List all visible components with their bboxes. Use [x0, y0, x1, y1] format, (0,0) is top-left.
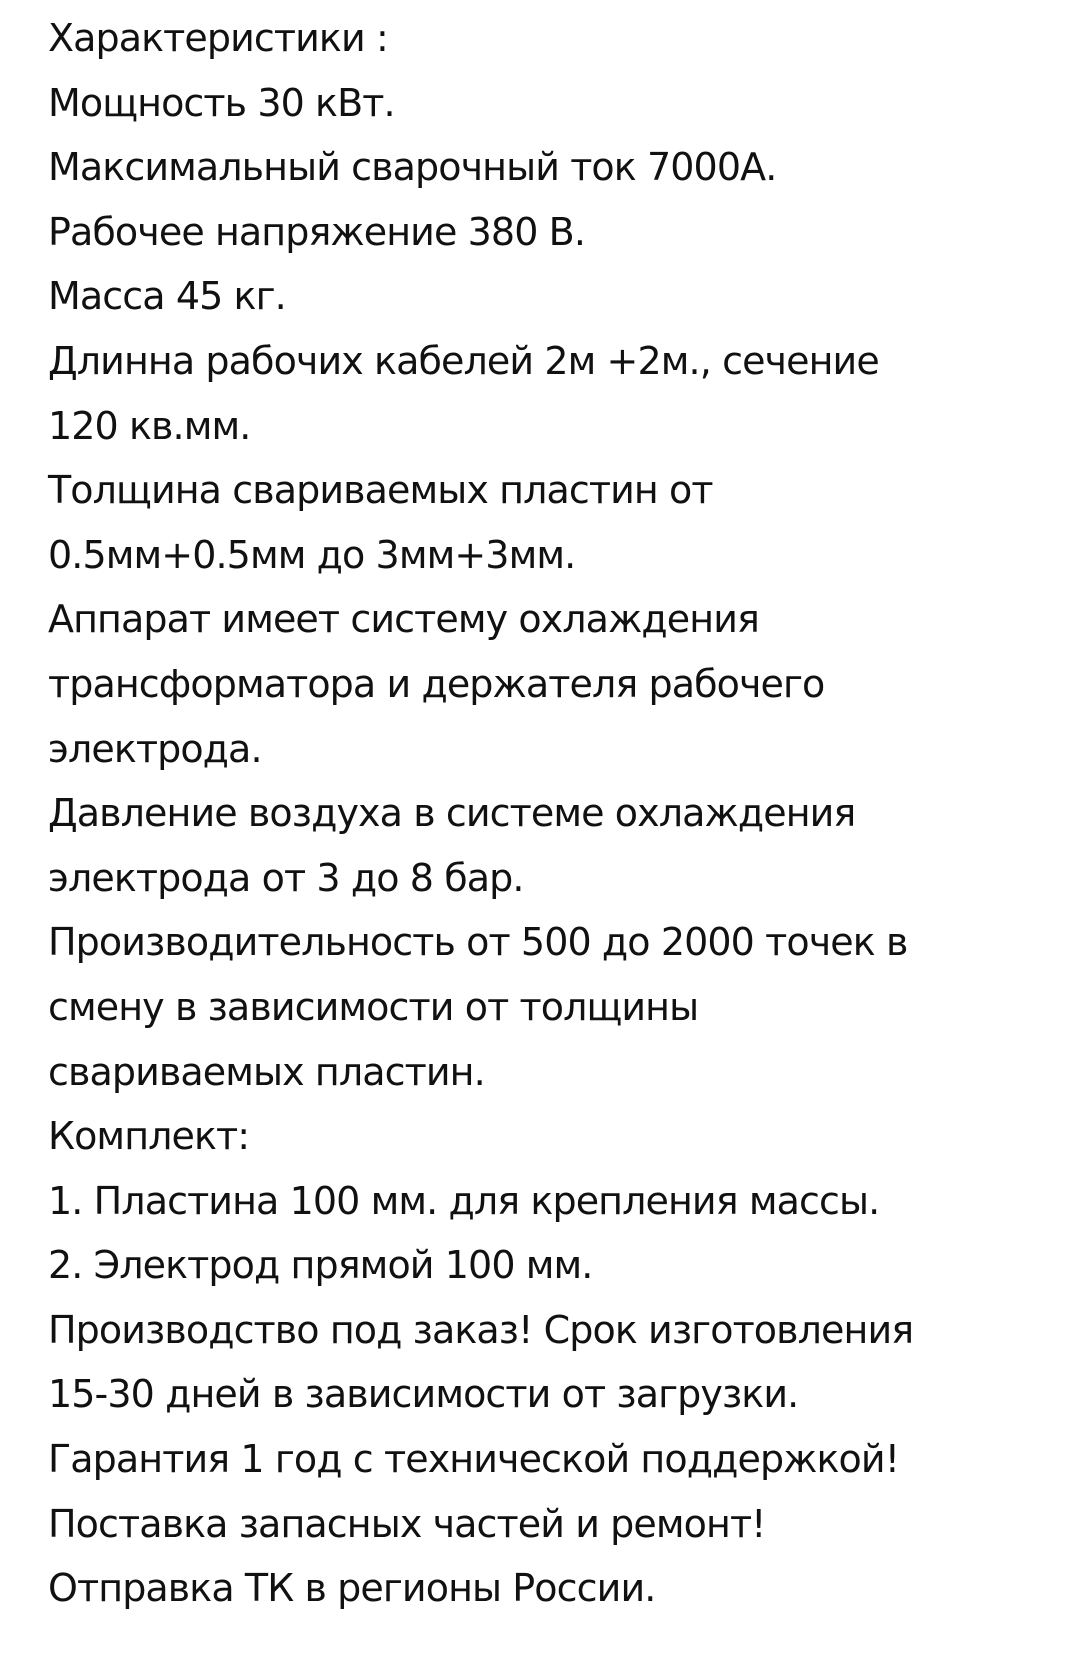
text-line-made-to-order: Производство под заказ! Срок изготовления — [48, 1307, 914, 1352]
text-line-thickness-cont: 0.5мм+0.5мм до 3мм+3мм. — [48, 532, 576, 577]
text-line-voltage: Рабочее напряжение 380 В. — [48, 209, 585, 254]
text-line-mass: Масса 45 кг. — [48, 274, 286, 319]
text-line-shipping: Отправка ТК в регионы России. — [48, 1566, 656, 1611]
text-line-productivity-end: свариваемых пластин. — [48, 1049, 485, 1094]
text-line-cooling-end: электрода. — [48, 726, 262, 771]
text-block — [48, 6, 1048, 1621]
heading-characteristics: Характеристики : — [48, 16, 388, 60]
text-line-spare-parts: Поставка запасных частей и ремонт! — [48, 1501, 766, 1546]
text-line-made-to-order-cont: 15-30 дней в зависимости от загрузки. — [48, 1372, 799, 1417]
list-item-electrode: 2. Электрод прямой 100 мм. — [48, 1243, 593, 1288]
text-line-warranty: Гарантия 1 год с технической поддержкой! — [48, 1437, 900, 1482]
text-line-cooling-cont: трансформатора и держателя рабочего — [48, 661, 825, 706]
text-line-cables: Длинна рабочих кабелей 2м +2м., сечение — [48, 338, 879, 383]
text-line-welding-current: Максимальный сварочный ток 7000А. — [48, 145, 777, 190]
text-line-thickness: Толщина свариваемых пластин от — [48, 468, 713, 513]
text-line-productivity-cont: смену в зависимости от толщины — [48, 984, 699, 1029]
text-line-power: Мощность 30 кВт. — [48, 80, 395, 125]
text-line-cables-cont: 120 кв.мм. — [48, 403, 251, 448]
text-line-cooling: Аппарат имеет систему охлаждения — [48, 597, 759, 642]
list-item-plate: 1. Пластина 100 мм. для крепления массы. — [48, 1178, 880, 1223]
heading-kit: Комплект: — [48, 1114, 250, 1159]
text-line-productivity: Производительность от 500 до 2000 точек в — [48, 920, 908, 965]
text-line-air-pressure-cont: электрода от 3 до 8 бар. — [48, 855, 524, 900]
text-line-air-pressure: Давление воздуха в системе охлаждения — [48, 791, 856, 836]
